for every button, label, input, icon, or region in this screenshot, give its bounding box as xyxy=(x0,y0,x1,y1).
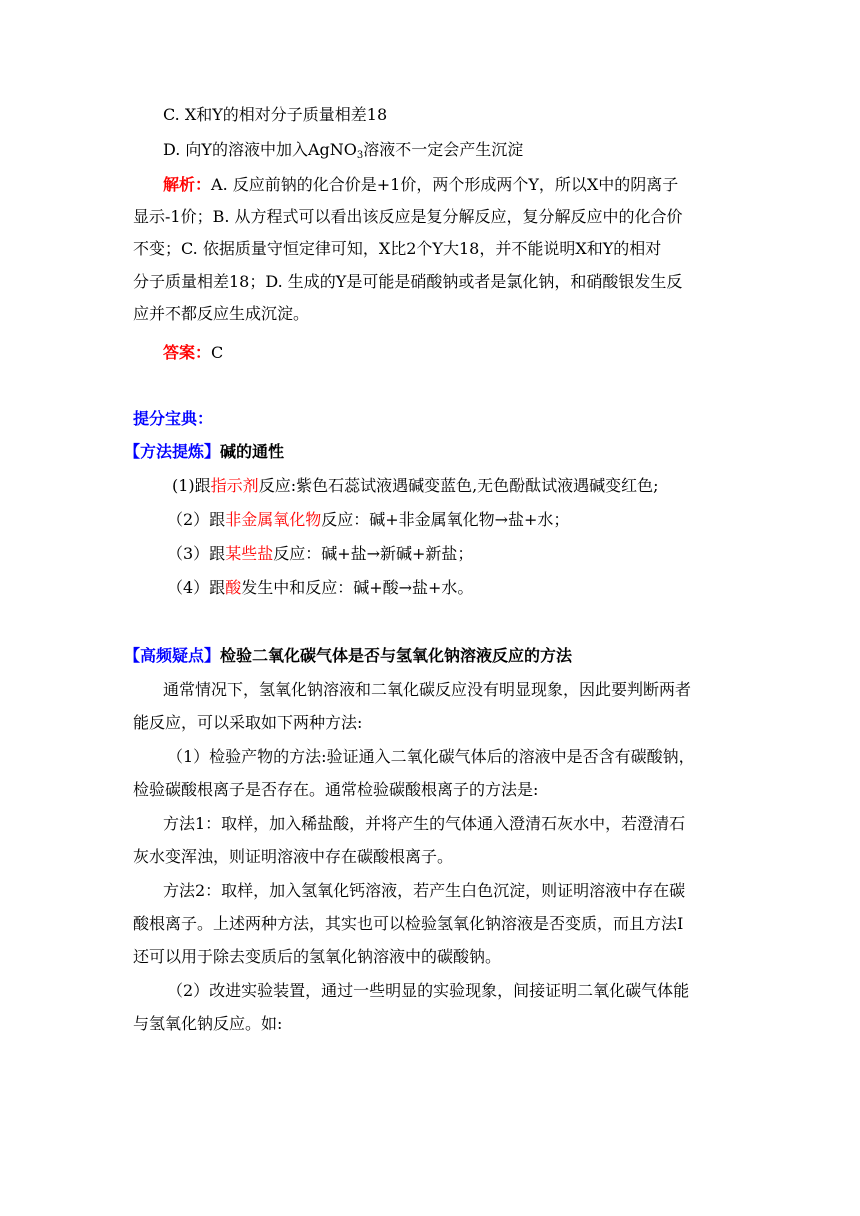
doubt-title: 检验二氧化碳气体是否与氢氧化钠溶液反应的方法 xyxy=(220,646,573,665)
analysis-text-1: A. 反应前钠的化合价是+1价，两个形成两个Y，所以X中的阴离子 xyxy=(211,175,679,194)
option-d-subscript: 3 xyxy=(356,150,364,161)
answer-line xyxy=(163,342,223,364)
doubt-line-2: 能反应，可以采取如下两种方法: xyxy=(133,713,363,732)
doubt-line-8: 酸根离子。上述两种方法，其实也可以检验氢氧化钠溶液是否变质，而且方法I xyxy=(133,914,684,933)
method-item-text: 发生中和反应：碱+酸→盐+水。 xyxy=(241,578,474,597)
method-item-num: （2）跟 xyxy=(167,510,226,529)
analysis-line-2: 显示-1价；B. 从方程式可以看出该反应是复分解反应，复分解反应中的化合价 xyxy=(133,207,683,226)
method-item-num: （4）跟 xyxy=(167,578,226,597)
doubt-line-10: （2）改进实验装置，通过一些明显的实验现象，间接证明二氧化碳气体能 xyxy=(167,981,690,1000)
doubt-heading xyxy=(124,645,572,667)
doubt-line-9: 还可以用于除去变质后的氢氧化钠溶液中的碳酸钠。 xyxy=(133,947,502,966)
analysis-line-3: 不变；C. 依据质量守恒定律可知，X比2个Y大18，并不能说明X和Y的相对 xyxy=(133,239,662,258)
doubt-line-11: 与氢氧化钠反应。如: xyxy=(133,1014,283,1033)
method-title: 碱的通性 xyxy=(220,442,285,461)
answer-value: C xyxy=(211,343,224,362)
method-item-key: 指示剂 xyxy=(210,476,259,495)
method-heading xyxy=(124,441,284,463)
doubt-line-1: 通常情况下，氢氧化钠溶液和二氧化碳反应没有明显现象，因此要判断两者 xyxy=(163,680,692,699)
method-item-1 xyxy=(172,475,659,497)
analysis-line-4: 分子质量相差18；D. 生成的Y是可能是硝酸钠或者是氯化钠，和硝酸银发生反 xyxy=(133,272,683,291)
option-d xyxy=(163,139,523,161)
method-item-num: （3）跟 xyxy=(167,544,226,563)
method-item-4 xyxy=(167,577,473,599)
option-c: C. X和Y的相对分子质量相差18 xyxy=(163,105,388,124)
method-item-text: 反应：碱+盐→新碱+新盐； xyxy=(273,544,474,563)
doubt-tag: 【高频疑点】 xyxy=(124,646,221,665)
doubt-line-7: 方法2：取样，加入氢氧化钙溶液，若产生白色沉淀，则证明溶液中存在碳 xyxy=(163,881,686,900)
doubt-line-4: 检验碳酸根离子是否存在。通常检验碳酸根离子的方法是: xyxy=(133,780,539,799)
method-tag: 【方法提炼】 xyxy=(124,442,221,461)
method-item-key: 某些盐 xyxy=(225,544,274,563)
method-item-text: 反应:紫色石蕊试液遇碱变蓝色,无色酚酞试液遇碱变红色; xyxy=(258,476,659,495)
analysis-line-1 xyxy=(163,174,678,196)
analysis-label: 解析： xyxy=(163,175,212,194)
doubt-line-3: （1）检验产物的方法:验证通入二氧化碳气体后的溶液中是否含有碳酸钠， xyxy=(167,747,695,766)
method-item-key: 非金属氧化物 xyxy=(225,510,322,529)
analysis-line-5: 应并不都反应生成沉淀。 xyxy=(133,304,310,323)
doubt-line-6: 灰水变浑浊，则证明溶液中存在碳酸根离子。 xyxy=(133,847,454,866)
method-item-3 xyxy=(167,543,473,565)
method-item-2 xyxy=(167,509,569,531)
method-item-num: (1)跟 xyxy=(172,476,211,495)
method-item-key: 酸 xyxy=(225,578,242,597)
answer-label: 答案： xyxy=(163,343,212,362)
option-d-suffix: 溶液不一定会产生沉淀 xyxy=(363,140,524,159)
method-item-text: 反应：碱+非金属氧化物→盐+水； xyxy=(321,510,570,529)
option-d-prefix: D. 向Y的溶液中加入AgNO xyxy=(163,140,357,159)
doubt-line-5: 方法1：取样，加入稀盐酸，并将产生的气体通入澄清石灰水中，若澄清石 xyxy=(163,814,686,833)
tips-title: 提分宝典： xyxy=(133,409,214,428)
